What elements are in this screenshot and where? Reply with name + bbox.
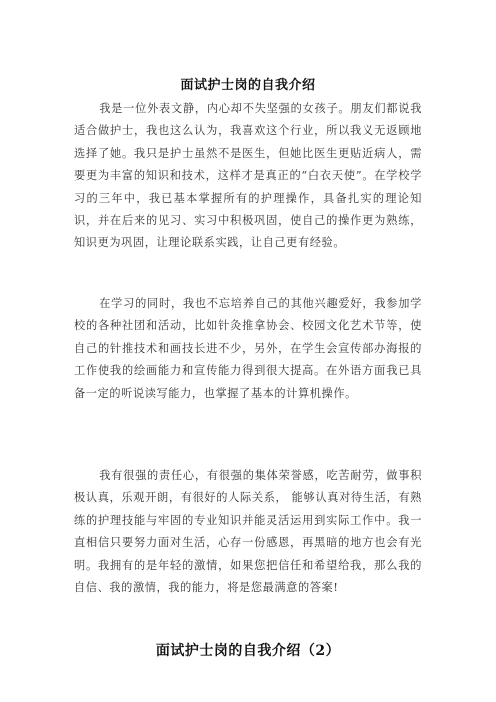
paragraph-2: 在学习的同时，我也不忘培养自己的其他兴趣爱好，我参加学校的各种社团和活动，比如针灸推拿协会、校园文化艺术节等，使自己的针推技术和画技长进不少，另外，在学生会宣传部办海报的工作使我的绘画能力和宣传能力得到很大提高。在外语方面我已具备一定的听说读写能力，也掌握了基本的计算机操作。 xyxy=(74,297,422,400)
document-title: 面试护士岗的自我介绍 xyxy=(180,78,316,93)
next-section-title: 面试护士岗的自我介绍（2） xyxy=(155,643,341,659)
paragraph-3: 我有很强的责任心，有很强的集体荣誉感，吃苦耐劳，做事积极认真，乐观开朗，有很好的人际关系， 能够认真对待生活，有熟练的护理技能与牢固的专业知识并能灵活运用到实际工作中。我一直相信只要努力面对生活，心存一份感恩，再黑暗的地方也会有光明。我拥有的是年轻的激情，如果您把信任和希望给我，那么我的自信、我的激情，我的能力，将是您最满意的答案! xyxy=(74,469,422,595)
paragraph-1: 我是一位外表文静，内心却不失坚强的女孩子。朋友们都说我适合做护士，我也这么认为，我喜欢这个行业，所以我义无返顾地选择了她。我只是护士虽然不是医生，但她比医生更贴近病人，需要更为丰富的知识和技术，这样才是真正的“白衣天使”。在学校学习的三年中，我已基本掌握所有的护理操作，具备扎实的理论知识，并在后来的见习、实习中积极巩固，使自己的操作更为熟练，知识更为巩固，让理论联系实践，让自己更有经验。 xyxy=(74,102,422,250)
